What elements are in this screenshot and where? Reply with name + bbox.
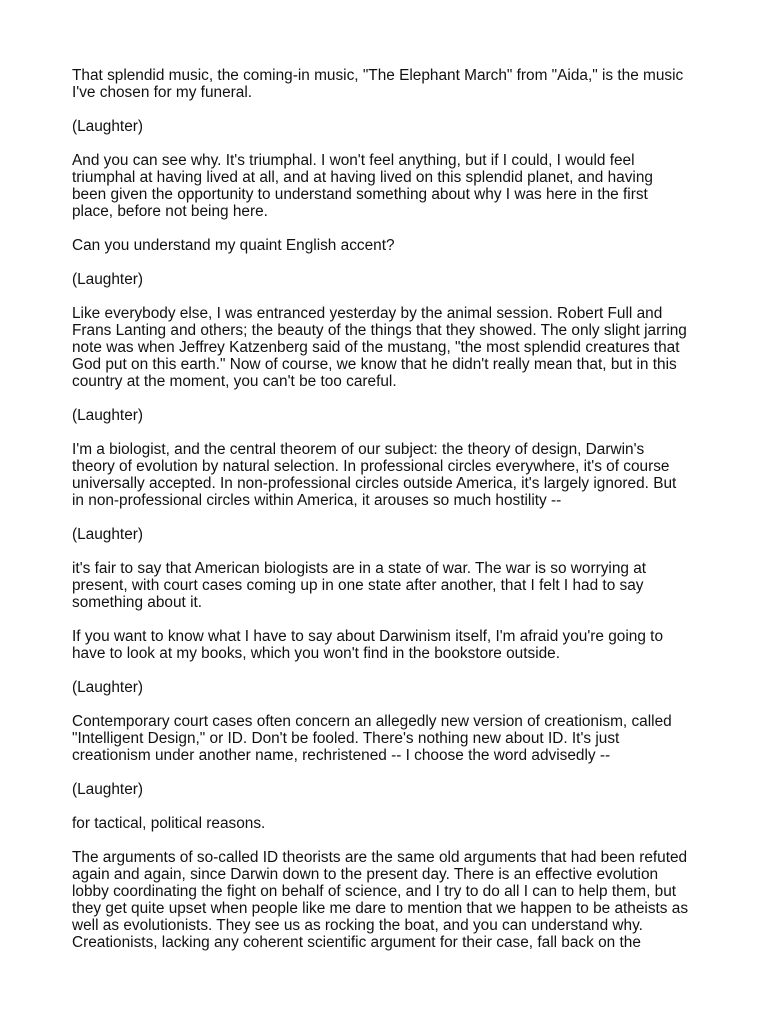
paragraph-5: (Laughter) xyxy=(72,271,144,288)
paragraph-7: (Laughter) xyxy=(72,407,144,424)
paragraph-11: If you want to know what I have to say about Darwinism itself, I'm afraid you're going to have to look at my books, which you won't find in the bookstore outside. xyxy=(72,628,664,662)
paragraph-13: Contemporary court cases often concern an allegedly new version of creationism, called "Intelligent Design," or ID. Don't be fooled. There's nothing new about ID. It's just creationism under another name, rechristened -- I choose the word advisedly -- xyxy=(72,713,672,764)
document-page xyxy=(72,67,732,968)
paragraph-10: it's fair to say that American biologists are in a state of war. The war is so worrying at present, with court cases coming up in one state after another, that I felt I had to say something about it. xyxy=(72,560,647,611)
paragraph-15: for tactical, political reasons. xyxy=(72,815,266,832)
paragraph-2: (Laughter) xyxy=(72,118,144,135)
paragraph-9: (Laughter) xyxy=(72,526,144,543)
paragraph-14: (Laughter) xyxy=(72,781,144,798)
paragraph-6: Like everybody else, I was entranced yesterday by the animal session. Robert Full and Frans Lanting and others; the beauty of the things that they showed. The only slight jarring note was when Jeffrey Katzenberg said of the mustang, "the most splendid creatures that God put on this earth." Now of course, we know that he didn't really mean that, but in this country at the moment, you can't be too careful. xyxy=(72,305,687,390)
paragraph-1: That splendid music, the coming-in music, "The Elephant March" from "Aida," is the music I've chosen for my funeral. xyxy=(72,67,684,101)
paragraph-16: The arguments of so-called ID theorists are the same old arguments that had been refuted again and again, since Darwin down to the present day. There is an effective evolution lobby coordinating the fight on behalf of science, and I try to do all I can to help them, but they get quite upset when people like me dare to mention that we happen to be atheists as well as evolutionists. They see us as rocking the boat, and you can understand why. Creationists, lacking any coherent scientific argument for their case, fall back on the xyxy=(72,849,689,951)
paragraph-4: Can you understand my quaint English accent? xyxy=(72,237,395,254)
paragraph-8: I'm a biologist, and the central theorem of our subject: the theory of design, Darwin's theory of evolution by natural selection. In professional circles everywhere, it's of course universally accepted. In non-professional circles outside America, it's largely ignored. But in non-professional circles within America, it arouses so much hostility -- xyxy=(72,441,677,509)
paragraph-12: (Laughter) xyxy=(72,679,144,696)
paragraph-3: And you can see why. It's triumphal. I won't feel anything, but if I could, I would feel triumphal at having lived at all, and at having lived on this splendid planet, and having been given the opportunity to understand something about why I was here in the first place, before not being here. xyxy=(72,152,653,220)
